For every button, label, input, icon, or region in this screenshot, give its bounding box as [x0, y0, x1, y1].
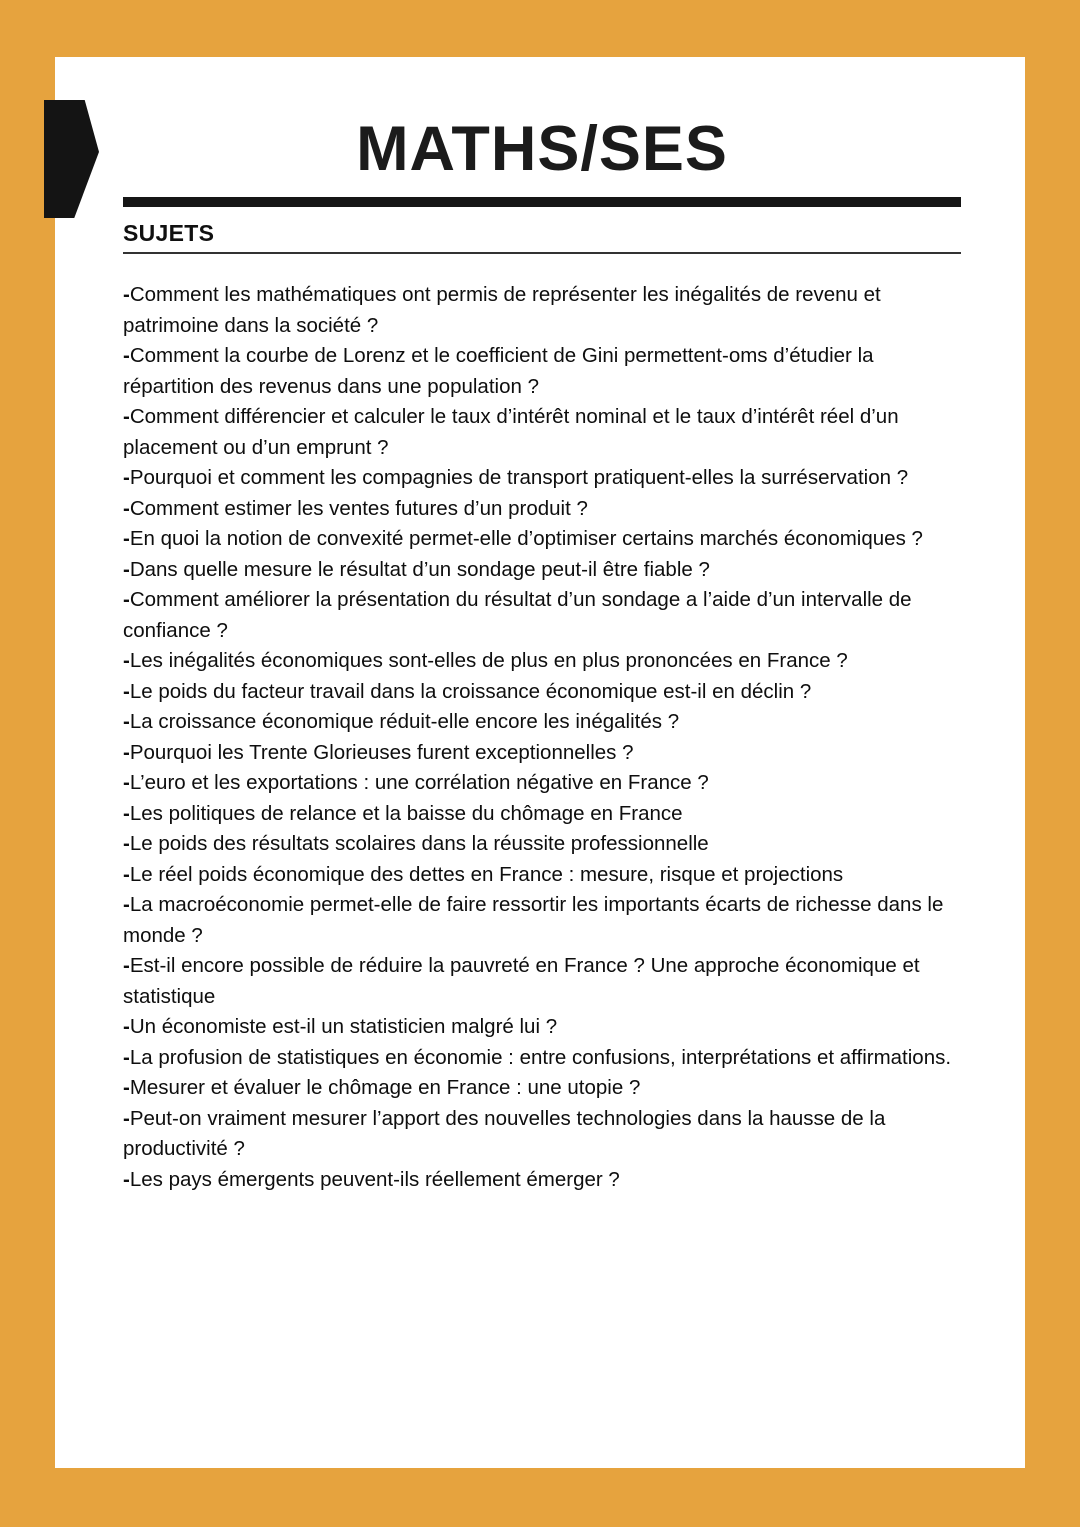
list-item	[123, 829, 961, 860]
item-bullet: -	[123, 1076, 130, 1100]
title-rule	[123, 197, 961, 207]
item-text: En quoi la notion de convexité permet-elle d’optimiser certains marchés économiques ?	[129, 527, 923, 551]
list-item	[123, 799, 961, 830]
item-bullet: -	[123, 832, 130, 856]
list-item	[123, 768, 961, 799]
item-bullet: -	[123, 710, 130, 734]
item-bullet: -	[123, 283, 130, 307]
item-text: Pourquoi les Trente Glorieuses furent exceptionnelles ?	[129, 740, 634, 764]
list-item	[123, 494, 961, 525]
list-item	[123, 890, 961, 951]
item-bullet: -	[123, 1015, 130, 1039]
item-bullet: -	[123, 1167, 130, 1191]
item-bullet: -	[123, 527, 130, 551]
item-bullet: -	[123, 771, 130, 795]
list-item	[123, 707, 961, 738]
item-text: Comment différencier et calculer le taux d’intérêt nominal et le taux d’intérêt réel d’un placement ou d’un emprunt ?	[123, 405, 899, 459]
item-text: Mesurer et évaluer le chômage en France : une utopie ?	[129, 1076, 641, 1100]
item-text: Comment estimer les ventes futures d’un produit ?	[129, 496, 588, 520]
item-bullet: -	[123, 954, 130, 978]
item-bullet: -	[123, 466, 130, 490]
item-text: Comment améliorer la présentation du résultat d’un sondage a l’aide d’un intervalle de confiance ?	[123, 588, 912, 642]
list-item	[123, 1012, 961, 1043]
item-bullet: -	[123, 405, 130, 429]
item-text: Le réel poids économique des dettes en France : mesure, risque et projections	[129, 862, 844, 886]
item-text: Les politiques de relance et la baisse du chômage en France	[129, 801, 683, 825]
subject-list	[123, 280, 961, 1195]
section-header	[123, 220, 961, 254]
list-item	[123, 677, 961, 708]
item-bullet: -	[123, 649, 130, 673]
item-text: La croissance économique réduit-elle encore les inégalités ?	[129, 710, 680, 734]
item-bullet: -	[123, 893, 130, 917]
list-item	[123, 1043, 961, 1074]
list-item	[123, 738, 961, 769]
document-page	[55, 57, 1025, 1468]
list-item	[123, 860, 961, 891]
list-item	[123, 280, 961, 341]
list-item	[123, 585, 961, 646]
list-item	[123, 463, 961, 494]
list-item	[123, 1073, 961, 1104]
item-bullet: -	[123, 1045, 130, 1069]
item-text: Comment la courbe de Lorenz et le coefficient de Gini permettent-oms d’étudier la répartition des revenus dans une population ?	[123, 344, 874, 398]
item-bullet: -	[123, 588, 130, 612]
item-text: Le poids des résultats scolaires dans la réussite professionnelle	[129, 832, 709, 856]
item-bullet: -	[123, 679, 130, 703]
list-item	[123, 402, 961, 463]
list-item	[123, 341, 961, 402]
item-bullet: -	[123, 557, 130, 581]
list-item	[123, 524, 961, 555]
item-bullet: -	[123, 740, 130, 764]
item-text: Pourquoi et comment les compagnies de transport pratiquent-elles la surréservation ?	[129, 466, 909, 490]
item-text: Les inégalités économiques sont-elles de plus en plus prononcées en France ?	[129, 649, 848, 673]
item-text: Un économiste est-il un statisticien malgré lui ?	[129, 1015, 558, 1039]
list-item	[123, 646, 961, 677]
item-text: Comment les mathématiques ont permis de représenter les inégalités de revenu et patrimoine dans la société ?	[123, 283, 881, 337]
item-bullet: -	[123, 801, 130, 825]
item-bullet: -	[123, 1106, 130, 1130]
item-bullet: -	[123, 862, 130, 886]
item-text: Dans quelle mesure le résultat d’un sondage peut-il être fiable ?	[129, 557, 710, 581]
item-text: L’euro et les exportations : une corrélation négative en France ?	[129, 771, 709, 795]
list-item	[123, 951, 961, 1012]
item-bullet: -	[123, 344, 130, 368]
item-text: Peut-on vraiment mesurer l’apport des nouvelles technologies dans la hausse de la productivité ?	[123, 1106, 886, 1161]
item-bullet: -	[123, 496, 130, 520]
list-item	[123, 1165, 961, 1196]
item-text: Les pays émergents peuvent-ils réellement émerger ?	[129, 1167, 620, 1191]
list-item	[123, 555, 961, 586]
item-text: Est-il encore possible de réduire la pauvreté en France ? Une approche économique et statistique	[123, 954, 920, 1008]
list-item	[123, 1104, 961, 1165]
page-title: MATHS/SES	[356, 114, 728, 184]
section-heading: SUJETS	[123, 220, 215, 247]
item-text: La profusion de statistiques en économie : entre confusions, interprétations et affirmations.	[129, 1045, 952, 1069]
item-text: Le poids du facteur travail dans la croissance économique est-il en déclin ?	[129, 679, 812, 703]
item-text: La macroéconomie permet-elle de faire ressortir les importants écarts de richesse dans le monde ?	[123, 893, 944, 947]
